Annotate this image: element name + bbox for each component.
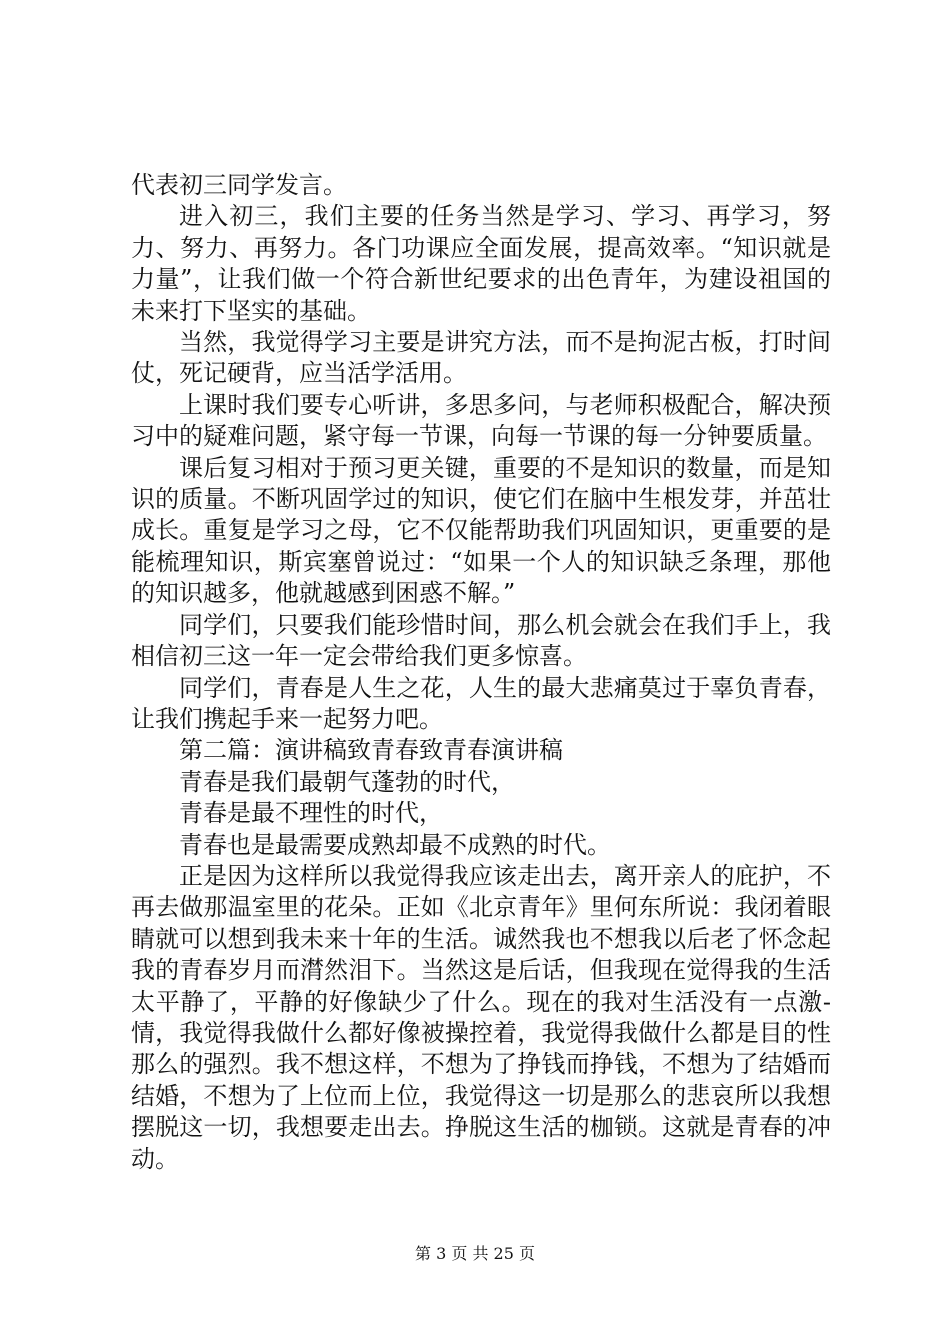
paragraph-1: 代表初三同学发言。 — [131, 171, 347, 199]
paragraph-8: 正是因为这样所以我觉得我应该走出去，离开亲人的庇护，不再去做那温室里的花朵。正如《北京青年》里何东所说：我闭着眼睛就可以想到我未来十年的生活。诚然我也不想我以后老了怀念起我的青春岁月而潸然泪下。当然这是后话，但我现在觉得我的生活太平静了，平静的好像缺少了什么。现在的我对生活没有一点激-情，我觉得我做什么都好像被操控着，我觉得我做什么都是目的性那么的强烈。我不想这样，不想为了挣钱而挣钱，不想为了结婚而结婚，不想为了上位而上位，我觉得这一切是那么的悲哀所以我想摆脱这一切，我想要走出去。挣脱这生活的枷锁。这就是青春的冲动。 — [131, 861, 831, 1173]
paragraph-7: 同学们，青春是人生之花，人生的最大悲痛莫过于辜负青春，让我们携起手来一起努力吧。 — [131, 673, 831, 733]
verse-line-3: 青春也是最需要成熟却最不成熟的时代。 — [179, 830, 611, 859]
verse-line-1: 青春是我们最朝气蓬勃的时代， — [179, 767, 515, 796]
page-number-footer: 第 3 页 共 25 页 — [415, 1244, 535, 1263]
paragraph-6: 同学们，只要我们能珍惜时间，那么机会就会在我们手上，我相信初三这一年一定会带给我们更多惊喜。 — [131, 610, 831, 671]
paragraph-3: 当然，我觉得学习主要是讲究方法，而不是拘泥古板，打时间仗，死记硬背，应当活学活用。 — [131, 328, 831, 388]
verse-line-2: 青春是最不理性的时代， — [179, 799, 443, 828]
section-heading: 第二篇：演讲稿致青春致青春演讲稿 — [179, 736, 563, 765]
paragraph-4: 上课时我们要专心听讲，多思多问，与老师积极配合，解决预习中的疑难问题，紧守每一节课，向每一节课的每一分钟要质量。 — [131, 390, 831, 451]
paragraph-2: 进入初三，我们主要的任务当然是学习、学习、再学习，努力、努力、再努力。各门功课应全面发展，提高效率。“知识就是力量”，让我们做一个符合新世纪要求的出色青年，为建设祖国的未来打下坚实的基础。 — [131, 202, 831, 325]
document-body — [131, 170, 831, 1175]
paragraph-5: 课后复习相对于预习更关键，重要的不是知识的数量，而是知识的质量。不断巩固学过的知识，使它们在脑中生根发芽，并茁壮成长。重复是学习之母，它不仅能帮助我们巩固知识，更重要的是能梳理知识，斯宾塞曾说过：“如果一个人的知识缺乏条理，那他的知识越多，他就越感到困惑不解。” — [131, 453, 831, 608]
